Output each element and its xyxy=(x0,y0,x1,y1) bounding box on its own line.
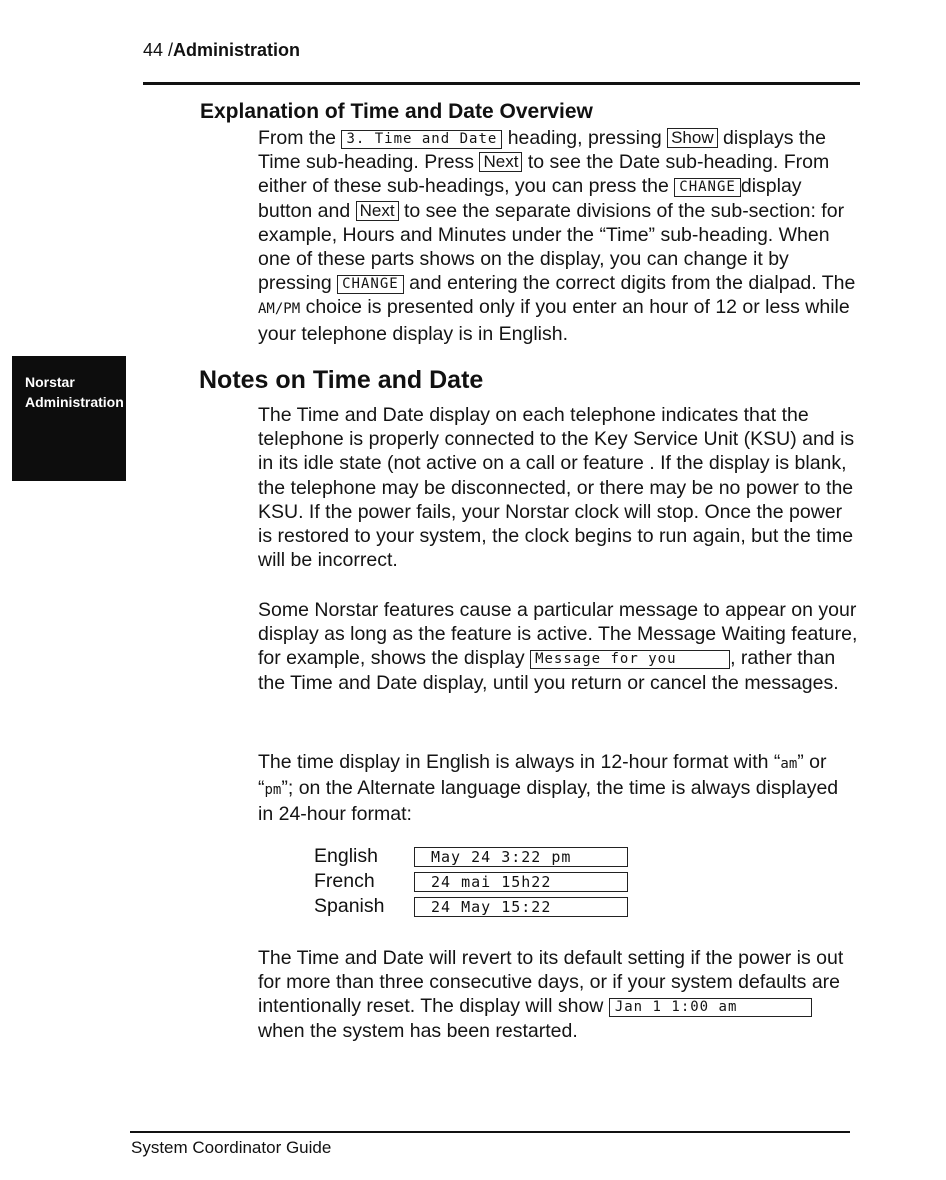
example-row-english xyxy=(314,844,628,869)
text: heading, pressing xyxy=(502,127,668,149)
key-next-2: Next xyxy=(356,201,399,221)
footer-text: System Coordinator Guide xyxy=(131,1138,332,1157)
text: to see the separate divisions of the sub-section: for example, Hours and Minutes under the “Time” sub-heading. When one of these parts shows on the display, you can change it by pressing xyxy=(258,199,845,295)
pm-label: pm xyxy=(264,782,282,799)
am-pm-label: AM/PM xyxy=(258,301,301,318)
bottom-rule xyxy=(130,1131,850,1133)
text: choice is presented only if you enter an hour of 12 or less while your telephone display is in English. xyxy=(258,296,850,345)
overview-paragraph xyxy=(258,126,858,346)
text: and entering the correct digits from the dialpad. The xyxy=(403,272,856,295)
display-jan-1: Jan 1 1:00 am xyxy=(609,998,812,1017)
text: Some Norstar features cause a particular message to appear on your display as long as the feature is active. The Message Waiting feature, for example, shows the display xyxy=(258,599,858,670)
notes-paragraph-2 xyxy=(258,598,858,695)
text: , rather than the Time and Date display, until you return or cancel the messages. xyxy=(258,647,839,694)
example-display: May 24 3:22 pm xyxy=(414,847,628,867)
top-rule xyxy=(143,82,860,85)
page-header xyxy=(143,40,300,61)
text: The Time and Date will revert to its default setting if the power is out for more than three consecutive days, or if your system defaults are intentionally reset. The display will show xyxy=(258,947,844,1018)
text: display button and xyxy=(258,175,802,222)
example-display: 24 May 15:22 xyxy=(414,897,628,917)
text: to see the Date sub-heading. From either of these sub-headings, you can press the xyxy=(258,151,830,198)
text: From the xyxy=(258,127,342,149)
example-row-french xyxy=(314,869,628,894)
display-change-2: CHANGE xyxy=(337,275,404,294)
display-time-and-date: 3. Time and Date xyxy=(341,130,502,149)
notes-paragraph-4 xyxy=(258,946,858,1043)
language-examples xyxy=(314,844,628,919)
notes-heading: Notes on Time and Date xyxy=(199,366,484,394)
example-language: English xyxy=(314,845,378,867)
display-change: CHANGE xyxy=(674,178,741,197)
overview-heading: Explanation of Time and Date Overview xyxy=(200,100,593,123)
notes-paragraph-1: The Time and Date display on each telephone indicates that the telephone is properly connected to the Key Service Unit (KSU) and is in its idle state (not active on a call or feature . If the display is blank, the telephone may be disconnected, or there may be no power to the KSU. If the power fails, your Norstar clock will stop. Once the power is restored to your system, the clock begins to run again, but the time will be incorrect. xyxy=(258,404,855,572)
text: displays the Time sub-heading. Press xyxy=(258,127,827,174)
example-language: French xyxy=(314,870,375,892)
side-tab xyxy=(12,356,126,481)
key-next: Next xyxy=(479,152,522,172)
text: when the system has been restarted. xyxy=(258,1019,578,1042)
example-display: 24 mai 15h22 xyxy=(414,872,628,892)
page-number: 44 / xyxy=(143,40,174,60)
notes-paragraph-3 xyxy=(258,750,858,827)
text: ”; on the Alternate language display, the time is always displayed in 24-hour format: xyxy=(258,777,839,826)
side-tab-line2: Administration xyxy=(25,394,124,410)
example-language: Spanish xyxy=(314,895,385,917)
text: ” or “ xyxy=(258,751,827,800)
key-show: Show xyxy=(667,128,718,148)
am-label: am xyxy=(780,756,798,772)
side-tab-line1: Norstar xyxy=(25,374,75,390)
example-row-spanish xyxy=(314,894,628,919)
text: The time display in English is always in 12-hour format with “ xyxy=(258,751,781,773)
display-message-for-you: Message for you xyxy=(530,650,730,669)
section-name: Administration xyxy=(173,40,301,60)
